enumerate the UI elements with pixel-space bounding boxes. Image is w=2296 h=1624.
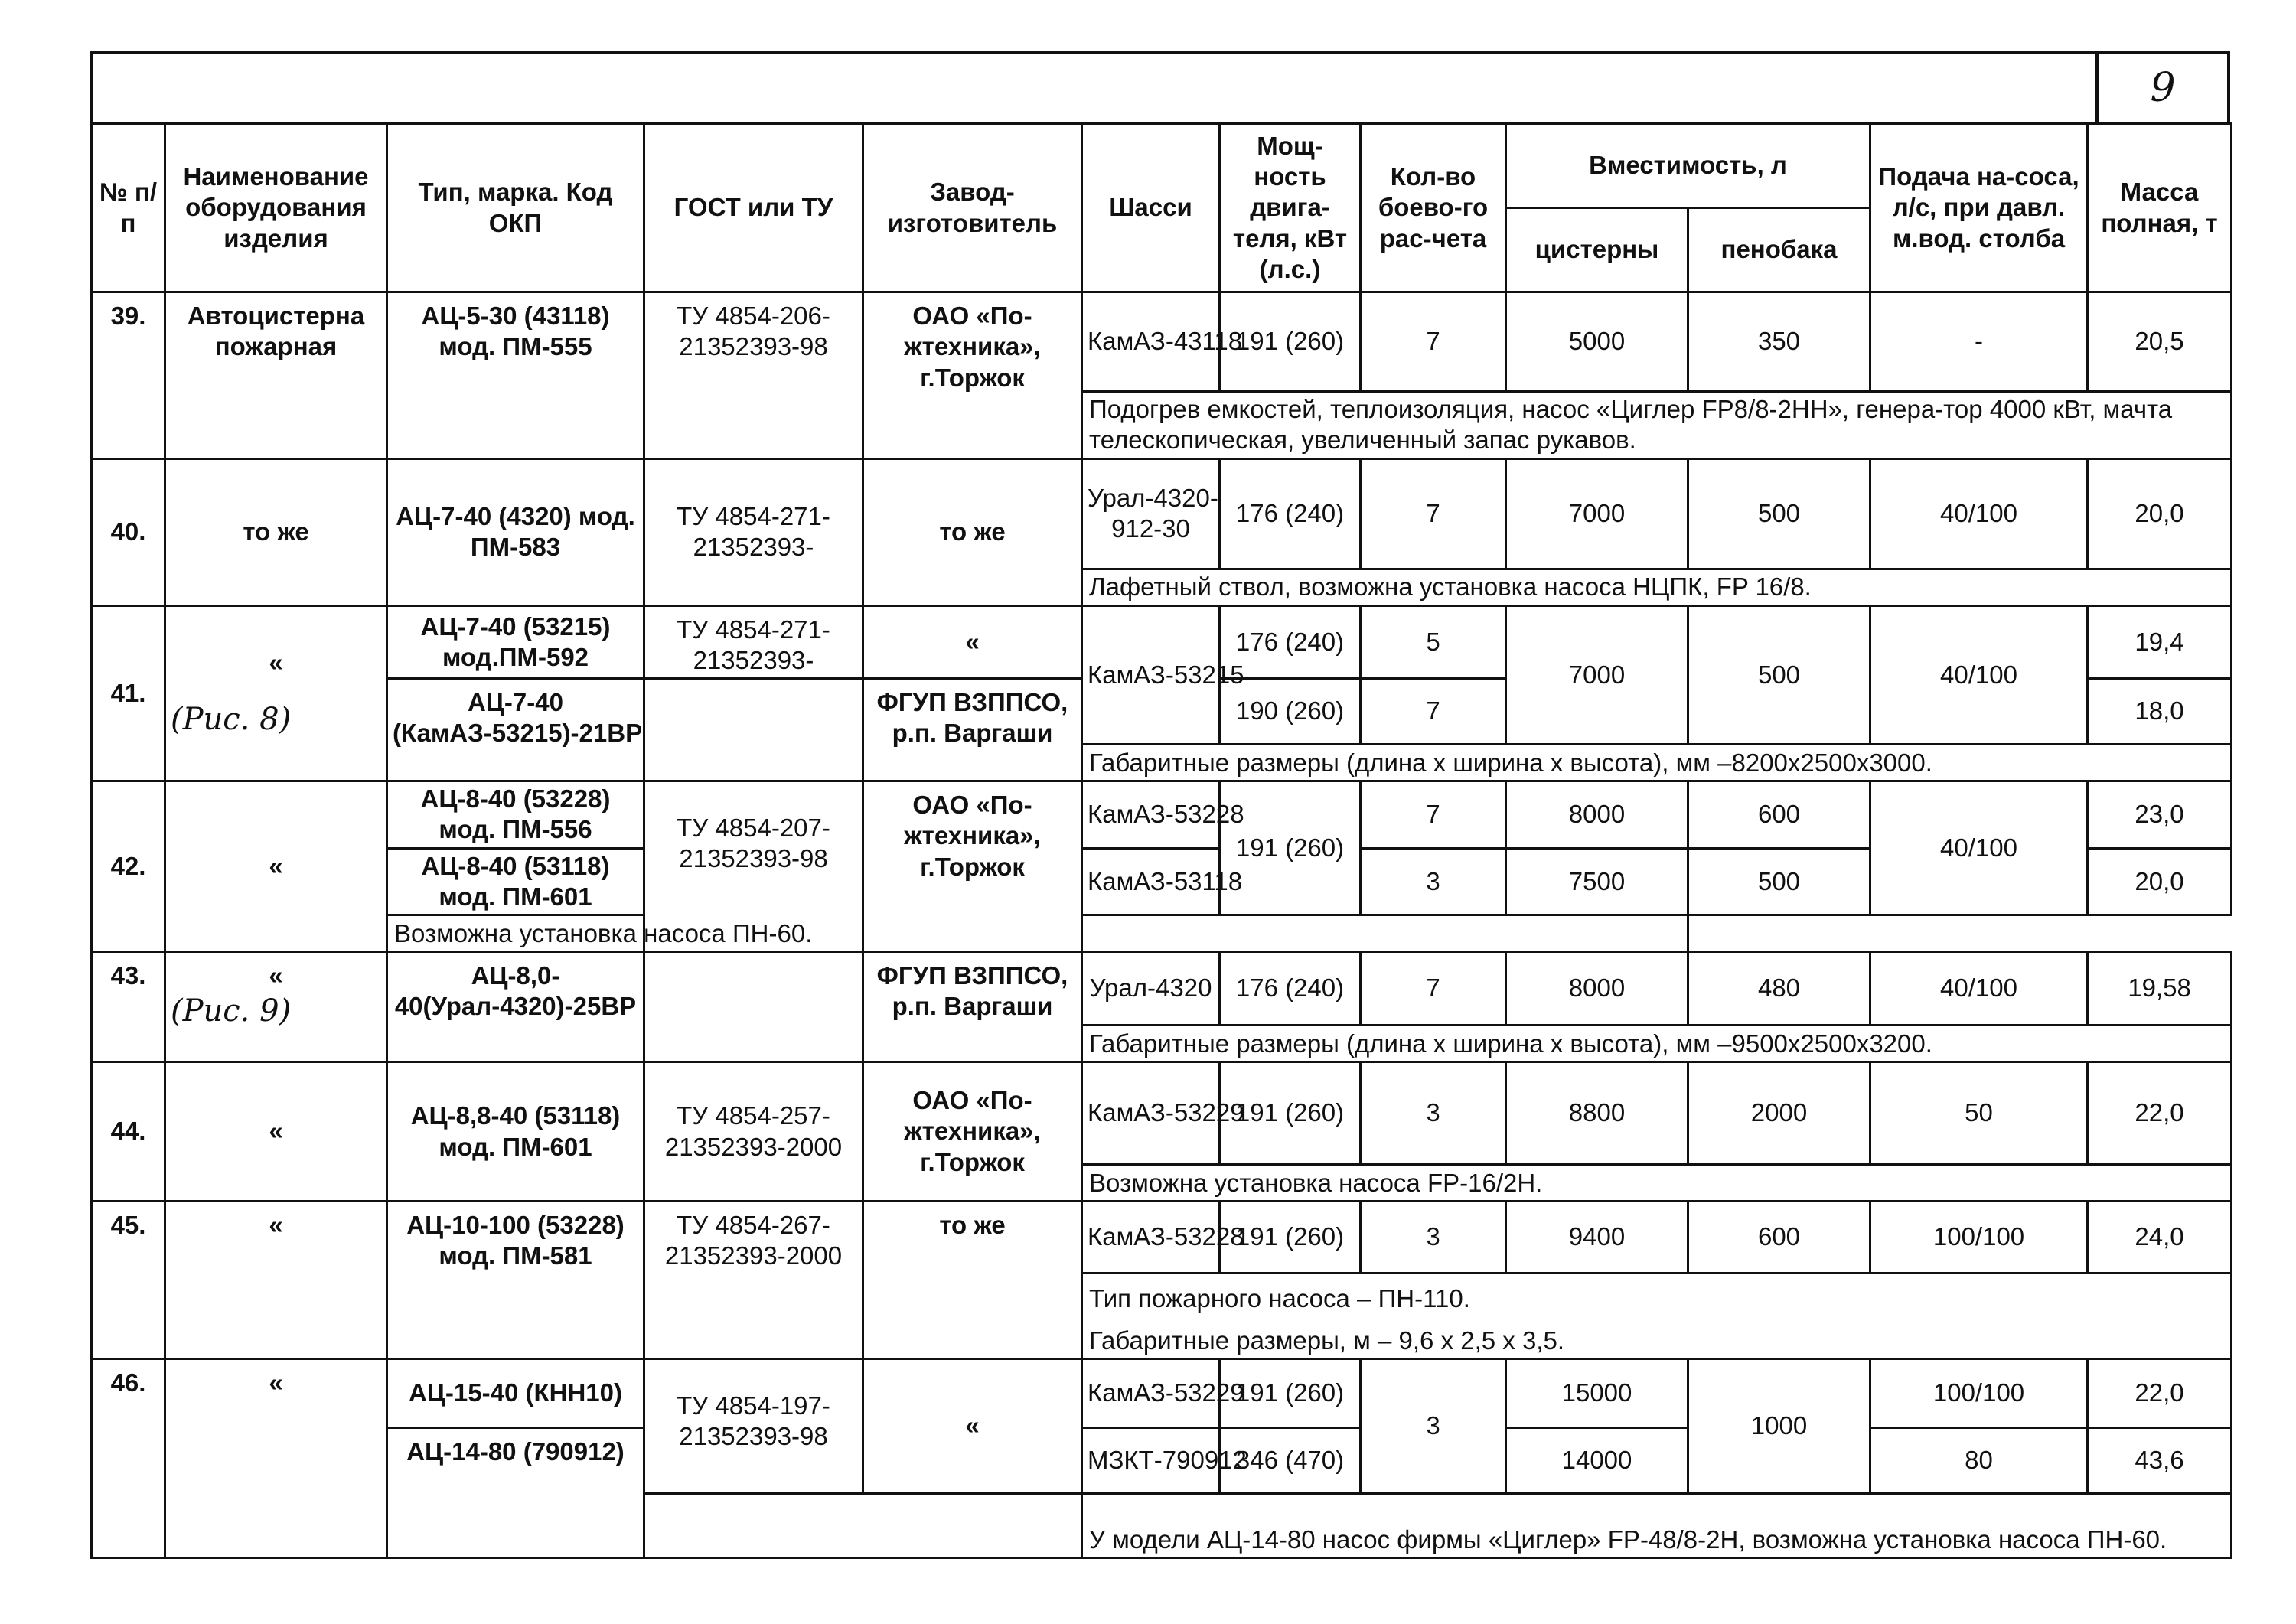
item-mass: 20,0 [2088, 848, 2232, 915]
item-name: « [165, 781, 387, 952]
item-chassis: КамАЗ-53228 [1082, 1202, 1220, 1273]
item-foam: 480 [1688, 952, 1870, 1026]
item-chassis: КамАЗ-53229 [1082, 1359, 1220, 1428]
item-type: АЦ-8,8-40 (53118) мод. ПМ-601 [387, 1062, 644, 1202]
item-pump: 40/100 [1870, 952, 2088, 1026]
item-pump: 50 [1870, 1062, 2088, 1165]
page-number: 9 [2095, 54, 2227, 122]
item-chassis: Урал-4320 [1082, 952, 1220, 1026]
item-crew: 7 [1361, 292, 1506, 392]
item-gost [644, 1494, 1082, 1558]
header-num: № п/п [92, 124, 165, 292]
item-note: Габаритные размеры, м – 9,6 х 2,5 х 3,5. [1082, 1316, 2232, 1359]
item-foam: 500 [1688, 458, 1870, 569]
item-power: 190 (260) [1220, 679, 1361, 745]
item-power: 191 (260) [1220, 1202, 1361, 1273]
item-maker: ОАО «По-жтехника», г.Торжок [863, 781, 1082, 952]
item-crew: 3 [1361, 1359, 1506, 1494]
item-pump: 40/100 [1870, 781, 2088, 915]
item-power: 176 (240) [1220, 605, 1361, 679]
item-mass: 18,0 [2088, 679, 2232, 745]
item-power: 346 (470) [1220, 1428, 1361, 1494]
handwritten-figure-ref: (Рис. 9) [171, 993, 292, 1029]
item-maker: « [863, 1359, 1082, 1494]
row-number: 39. [92, 292, 165, 459]
item-name-text: « [269, 961, 283, 990]
item-pump: 40/100 [1870, 605, 2088, 745]
item-foam: 600 [1688, 781, 1870, 849]
item-power: 191 (260) [1220, 781, 1361, 915]
row-number: 42. [92, 781, 165, 952]
item-crew: 3 [1361, 1062, 1506, 1165]
item-maker: ФГУП ВЗППСО, р.п. Варгаши [863, 952, 1082, 1062]
item-chassis: МЗКТ-790912 [1082, 1428, 1220, 1494]
item-pump: 100/100 [1870, 1202, 2088, 1273]
item-note: Лафетный ствол, возможна установка насоса НЦПК, FP 16/8. [1082, 569, 2232, 605]
item-maker: то же [863, 1202, 1082, 1359]
table-row [92, 781, 2232, 849]
item-mass: 22,0 [2088, 1062, 2232, 1165]
header-chassis: Шасси [1082, 124, 1220, 292]
equipment-table [90, 122, 2232, 1559]
item-tank: 7000 [1506, 458, 1688, 569]
item-gost: ТУ 4854-257-21352393-2000 [644, 1062, 863, 1202]
item-type: АЦ-7-40 (53215) мод.ПМ-592 [387, 605, 644, 679]
header-tank: цистерны [1506, 208, 1688, 292]
item-tank: 8800 [1506, 1062, 1688, 1165]
item-name: « [165, 1359, 387, 1558]
item-type: АЦ-8-40 (53228) мод. ПМ-556 [387, 781, 644, 849]
item-maker: ОАО «По-жтехника», г.Торжок [863, 292, 1082, 459]
item-name: Автоцистерна пожарная [165, 292, 387, 459]
item-tank: 7500 [1506, 848, 1688, 915]
item-type: АЦ-5-30 (43118) мод. ПМ-555 [387, 292, 644, 459]
row-number: 43. [92, 952, 165, 1062]
item-chassis: КамАЗ-43118 [1082, 292, 1220, 392]
header-maker: Завод-изготовитель [863, 124, 1082, 292]
header-type: Тип, марка. Код ОКП [387, 124, 644, 292]
item-power: 191 (260) [1220, 1062, 1361, 1165]
item-chassis: КамАЗ-53118 [1082, 848, 1220, 915]
item-foam: 350 [1688, 292, 1870, 392]
item-mass: 20,5 [2088, 292, 2232, 392]
item-note: Возможна установка насоса FP-16/2Н. [1082, 1165, 2232, 1202]
item-gost [644, 952, 863, 1062]
header-mass: Масса полная, т [2088, 124, 2232, 292]
item-tank: 15000 [1506, 1359, 1688, 1428]
item-name [165, 952, 387, 1062]
item-note: У модели АЦ-14-80 насос фирмы «Циглер» FP-48/8-2Н, возможна установка насоса ПН-60. [1082, 1494, 2232, 1558]
item-chassis: КамАЗ-53229 [1082, 1062, 1220, 1165]
item-crew: 3 [1361, 1202, 1506, 1273]
item-maker: то же [863, 458, 1082, 605]
item-gost: ТУ 4854-267-21352393-2000 [644, 1202, 863, 1359]
row-number: 44. [92, 1062, 165, 1202]
item-crew: 7 [1361, 781, 1506, 849]
table-row [92, 1062, 2232, 1165]
item-foam: 500 [1688, 848, 1870, 915]
item-gost [644, 679, 863, 781]
item-note: Подогрев емкостей, теплоизоляция, насос «Циглер FP8/8-2НН», генера-тор 4000 кВт, мачта телескопическая, увеличенный запас рукавов. [1082, 392, 2232, 459]
table-row [92, 1359, 2232, 1428]
table-row [92, 605, 2232, 679]
item-power: 176 (240) [1220, 458, 1361, 569]
item-chassis: КамАЗ-53215 [1082, 605, 1220, 745]
item-mass: 20,0 [2088, 458, 2232, 569]
table-row [92, 1428, 2232, 1494]
item-pump: - [1870, 292, 2088, 392]
item-type: АЦ-10-100 (53228) мод. ПМ-581 [387, 1202, 644, 1359]
item-pump: 40/100 [1870, 458, 2088, 569]
header-name: Наименование оборудования изделия [165, 124, 387, 292]
header-gost: ГОСТ или ТУ [644, 124, 863, 292]
item-chassis: Урал-4320-912-30 [1082, 458, 1220, 569]
item-crew: 3 [1361, 848, 1506, 915]
item-maker: ОАО «По-жтехника», г.Торжок [863, 1062, 1082, 1202]
item-name: « [165, 1062, 387, 1202]
item-maker: ФГУП ВЗППСО, р.п. Варгаши [863, 679, 1082, 781]
item-crew: 7 [1361, 952, 1506, 1026]
table-row [92, 952, 2232, 1026]
header-crew: Кол-во боево-го рас-чета [1361, 124, 1506, 292]
item-power: 191 (260) [1220, 1359, 1361, 1428]
item-tank: 7000 [1506, 605, 1688, 745]
item-name [165, 605, 387, 781]
row-number: 45. [92, 1202, 165, 1359]
item-tank: 14000 [1506, 1428, 1688, 1494]
item-name: « [165, 1202, 387, 1359]
item-type: АЦ-14-80 (790912) [387, 1428, 644, 1558]
item-foam: 2000 [1688, 1062, 1870, 1165]
item-mass: 43,6 [2088, 1428, 2232, 1494]
item-tank: 8000 [1506, 952, 1688, 1026]
item-gost: ТУ 4854-271-21352393- [644, 605, 863, 679]
header-row [92, 124, 2232, 208]
table-row [92, 1202, 2232, 1273]
row-number: 40. [92, 458, 165, 605]
header-power: Мощ-ность двига-теля, кВт (л.с.) [1220, 124, 1361, 292]
item-note: Тип пожарного насоса – ПН-110. [1082, 1273, 2232, 1316]
item-mass: 23,0 [2088, 781, 2232, 849]
item-name: то же [165, 458, 387, 605]
item-foam: 1000 [1688, 1359, 1870, 1494]
item-tank: 9400 [1506, 1202, 1688, 1273]
item-tank: 8000 [1506, 781, 1688, 849]
item-type: АЦ-8-40 (53118) мод. ПМ-601 [387, 848, 644, 915]
item-gost: ТУ 4854-271-21352393- [644, 458, 863, 605]
row-number: 41. [92, 605, 165, 781]
item-type: АЦ-7-40 (4320) мод. ПМ-583 [387, 458, 644, 605]
item-gost: ТУ 4854-197-21352393-98 [644, 1359, 863, 1494]
page-header-bar [90, 51, 2230, 122]
handwritten-figure-ref: (Рис. 8) [171, 702, 292, 738]
row-number: 46. [92, 1359, 165, 1558]
item-power: 191 (260) [1220, 292, 1361, 392]
item-pump: 80 [1870, 1428, 2088, 1494]
item-crew: 7 [1361, 679, 1506, 745]
item-mass: 19,58 [2088, 952, 2232, 1026]
item-foam: 600 [1688, 1202, 1870, 1273]
item-gost: ТУ 4854-207-21352393-98 [644, 781, 863, 952]
item-name-text: « [269, 648, 283, 677]
header-foam: пенобака [1688, 208, 1870, 292]
item-crew: 5 [1361, 605, 1506, 679]
header-pump: Подача на-соса, л/с, при давл. м.вод. столба [1870, 124, 2088, 292]
item-tank: 5000 [1506, 292, 1688, 392]
item-power: 176 (240) [1220, 952, 1361, 1026]
item-note: Возможна установка насоса ПН-60. [387, 915, 1688, 952]
item-note: Габаритные размеры (длина х ширина х высота), мм –9500х2500х3200. [1082, 1026, 2232, 1062]
document-sheet [90, 51, 2230, 1559]
item-note: Габаритные размеры (длина х ширина х высота), мм –8200х2500х3000. [1082, 745, 2232, 781]
item-chassis: КамАЗ-53228 [1082, 781, 1220, 849]
item-type: АЦ-7-40 (КамАЗ-53215)-21ВР [387, 679, 644, 781]
header-capacity: Вместимость, л [1506, 124, 1870, 208]
item-mass: 19,4 [2088, 605, 2232, 679]
table-row [92, 292, 2232, 392]
item-mass: 24,0 [2088, 1202, 2232, 1273]
table-row [92, 458, 2232, 569]
table-note-row [92, 915, 2232, 952]
item-maker: « [863, 605, 1082, 679]
item-crew: 7 [1361, 458, 1506, 569]
item-foam: 500 [1688, 605, 1870, 745]
item-type: АЦ-15-40 (КНН10) [387, 1359, 644, 1428]
item-type: АЦ-8,0-40(Урал-4320)-25ВР [387, 952, 644, 1062]
item-mass: 22,0 [2088, 1359, 2232, 1428]
item-pump: 100/100 [1870, 1359, 2088, 1428]
item-gost: ТУ 4854-206-21352393-98 [644, 292, 863, 459]
